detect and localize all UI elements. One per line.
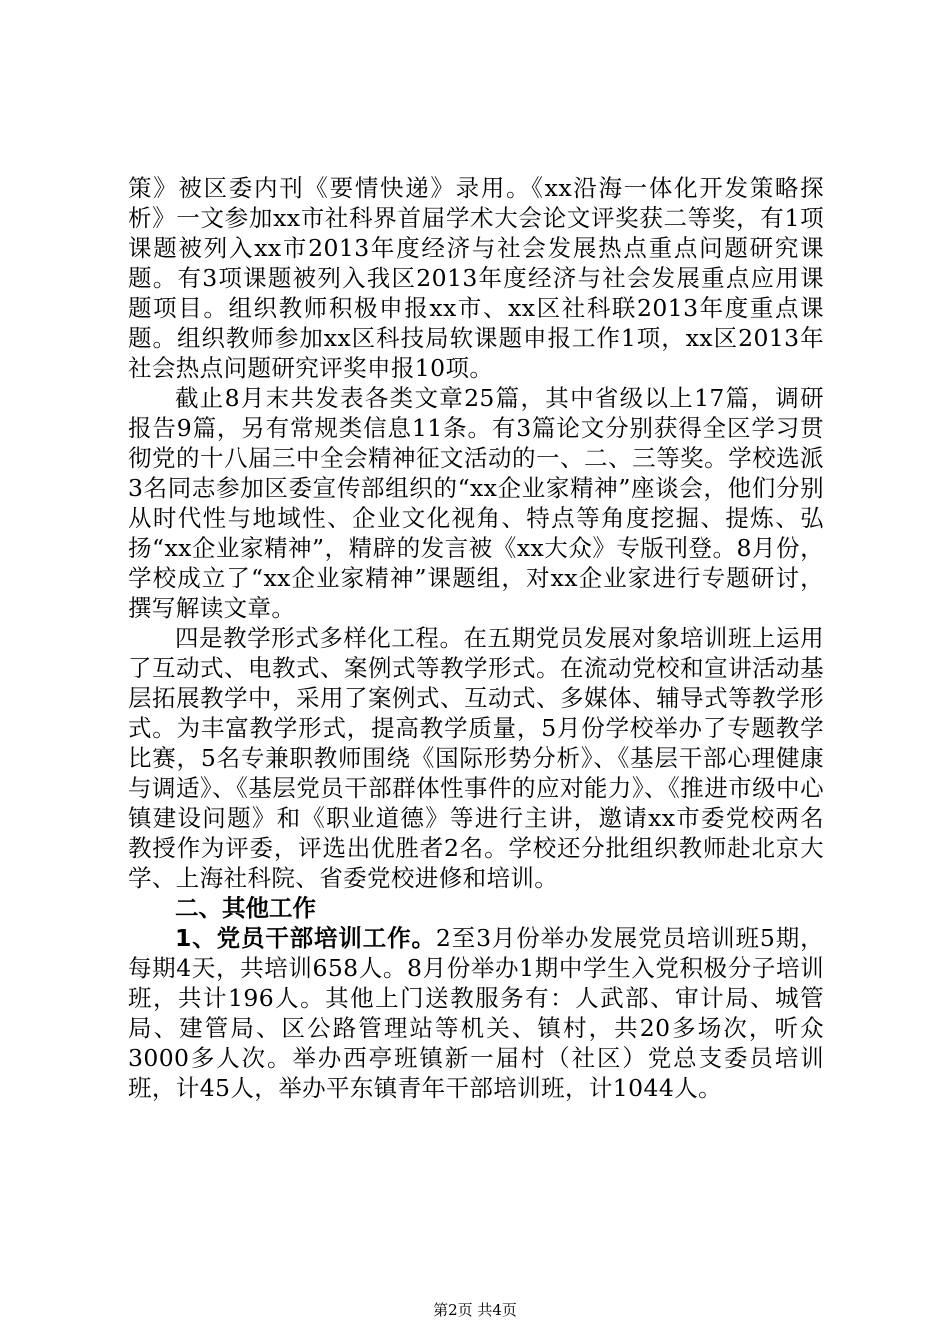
document-body bbox=[128, 173, 824, 1103]
page-footer: 第2页 共4页 bbox=[433, 1301, 517, 1319]
paragraph-teaching-forms: 四是教学形式多样化工程。在五期党员发展对象培训班上运用了互动式、电教式、案例式等教学形式。在流动党校和宣讲活动基层拓展教学中，采用了案例式、互动式、多媒体、辅导式等教学形式。为丰富教学形式，提高教学质量，5月份学校举办了专题教学比赛，5名专兼职教师围绕《国际形势分析》、《基层干部心理健康与调适》、《基层党员干部群体性事件的应对能力》、《推进市级中心镇建设问题》和《职业道德》等进行主讲，邀请xx市委党校两名教授作为评委，评选出优胜者2名。学校还分批组织教师赴北京大学、上海社科院、省委党校进修和培训。 bbox=[128, 624, 824, 892]
paragraph-training-work bbox=[128, 923, 824, 1103]
section-heading: 二、其他工作 bbox=[175, 894, 316, 922]
item-text: 2至3月份举办发展党员培训班5期，每期4天，共培训658人。8月份举办1期中学生入党积极分子培训班，共计196人。其他上门送教服务有：人武部、审计局、城管局、建管局、区公路管理站等机关、镇村，共20多场次，听众3000多人次。举办西亭班镇新一届村（社区）党总支委员培训班，计45人，举办平东镇青年干部培训班，计1044人。 bbox=[128, 924, 824, 1102]
paragraph-continuation: 策》被区委内刊《要情快递》录用。《xx沿海一体化开发策略探析》一文参加xx市社科界首届学术大会论文评奖获二等奖，有1项课题被列入xx市2013年度经济与社会发展热点重点问题研究课题。有3项课题被列入我区2013年度经济与社会发展重点应用课题项目。组织教师积极申报xx市、xx区社科联2013年度重点课题。组织教师参加xx区科技局软课题申报工作1项，xx区2013年社会热点问题研究评奖申报10项。 bbox=[128, 174, 824, 382]
item-lead: 1、党员干部培训工作。 bbox=[175, 924, 436, 952]
paragraph-articles: 截止8月末共发表各类文章25篇，其中省级以上17篇，调研报告9篇，另有常规类信息11条。有3篇论文分别获得全区学习贯彻党的十八届三中全会精神征文活动的一、二、三等奖。学校选派3名同志参加区委宣传部组织的“xx企业家精神”座谈会，他们分别从时代性与地域性、企业文化视角、特点等角度挖掘、提炼、弘扬“xx企业家精神”，精辟的发言被《xx大众》专版刊登。8月份，学校成立了“xx企业家精神”课题组，对xx企业家进行专题研讨，撰写解读文章。 bbox=[128, 384, 824, 622]
